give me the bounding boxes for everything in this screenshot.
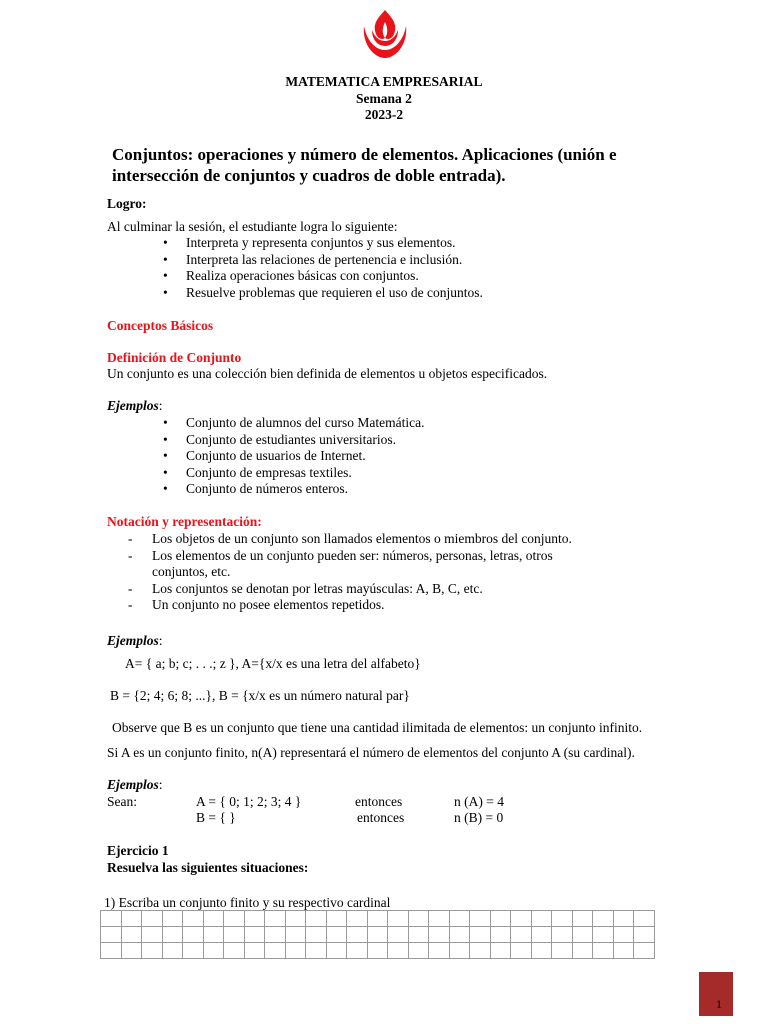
grid-cell[interactable] <box>142 943 163 959</box>
definicion-heading: Definición de Conjunto <box>107 350 242 365</box>
set-a-example: A= { a; b; c; . . .; z }, A={x/x es una letra del alfabeto} <box>125 656 421 671</box>
grid-cell[interactable] <box>203 943 224 959</box>
ejercicio-heading: Ejercicio 1 <box>107 843 169 858</box>
grid-cell[interactable] <box>203 911 224 927</box>
grid-cell[interactable] <box>511 911 532 927</box>
grid-cell[interactable] <box>490 911 511 927</box>
grid-row <box>101 943 655 959</box>
grid-cell[interactable] <box>572 927 593 943</box>
grid-cell[interactable] <box>470 911 491 927</box>
notacion-heading: Notación y representación: <box>107 514 262 529</box>
row1-set: A = { 0; 1; 2; 3; 4 } <box>196 794 302 809</box>
list-item: • Conjunto de estudiantes universitarios. <box>186 432 424 449</box>
grid-cell[interactable] <box>224 943 245 959</box>
grid-cell[interactable] <box>634 943 655 959</box>
grid-cell[interactable] <box>367 943 388 959</box>
grid-cell[interactable] <box>367 927 388 943</box>
logro-intro: Al culminar la sesión, el estudiante logra lo siguiente: <box>107 219 398 234</box>
grid-cell[interactable] <box>306 943 327 959</box>
row1-card: n (A) = 4 <box>454 794 504 809</box>
list-item: • Realiza operaciones básicas con conjuntos. <box>186 268 483 285</box>
row2-set: B = { } <box>196 810 236 825</box>
course-title: MATEMATICA EMPRESARIAL <box>285 74 483 89</box>
grid-cell[interactable] <box>593 943 614 959</box>
colon: : <box>158 633 163 648</box>
list-item: • Conjunto de usuarios de Internet. <box>186 448 424 465</box>
grid-cell[interactable] <box>613 943 634 959</box>
grid-cell[interactable] <box>593 927 614 943</box>
grid-cell[interactable] <box>531 911 552 927</box>
grid-cell[interactable] <box>408 943 429 959</box>
list-item: • Conjunto de números enteros. <box>186 481 424 498</box>
document-title: Conjuntos: operaciones y número de elementos. Aplicaciones (unión e intersección de conjuntos y cuadros de doble entrada). <box>112 145 617 185</box>
university-logo-icon <box>358 8 412 62</box>
colon: : <box>158 777 163 792</box>
grid-cell[interactable] <box>572 911 593 927</box>
definicion-text: Un conjunto es una colección bien definida de elementos u objetos especificados. <box>107 366 548 381</box>
grid-cell[interactable] <box>224 911 245 927</box>
grid-cell[interactable] <box>183 911 204 927</box>
grid-cell[interactable] <box>244 911 265 927</box>
ejemplos-label: Ejemplos <box>107 633 159 648</box>
grid-cell[interactable] <box>347 911 368 927</box>
ejemplos-label: Ejemplos <box>107 777 159 792</box>
grid-cell[interactable] <box>101 927 122 943</box>
grid-row <box>101 927 655 943</box>
list-item: - Un conjunto no posee elementos repetidos. <box>152 597 592 614</box>
set-b-example: B = {2; 4; 6; 8; ...}, B = {x/x es un número natural par} <box>110 688 410 703</box>
grid-cell[interactable] <box>449 911 470 927</box>
list-item: - Los conjuntos se denotan por letras mayúsculas: A, B, C, etc. <box>152 581 592 598</box>
grid-cell[interactable] <box>613 927 634 943</box>
grid-cell[interactable] <box>347 943 368 959</box>
ejemplos1-heading <box>107 398 163 415</box>
answer-grid[interactable] <box>100 910 655 959</box>
grid-cell[interactable] <box>634 911 655 927</box>
list-item: • Conjunto de empresas textiles. <box>186 465 424 482</box>
ejemplos1-list <box>186 415 424 498</box>
grid-cell[interactable] <box>388 927 409 943</box>
grid-cell[interactable] <box>265 927 286 943</box>
grid-cell[interactable] <box>142 911 163 927</box>
grid-cell[interactable] <box>224 927 245 943</box>
grid-cell[interactable] <box>613 911 634 927</box>
grid-cell[interactable] <box>326 911 347 927</box>
grid-cell[interactable] <box>285 943 306 959</box>
page-number: 1 <box>716 997 722 1011</box>
conceptos-heading: Conceptos Básicos <box>107 318 214 333</box>
grid-cell[interactable] <box>388 943 409 959</box>
ejemplos3-heading <box>107 777 163 794</box>
grid-cell[interactable] <box>121 943 142 959</box>
ejemplos-label: Ejemplos <box>107 398 159 413</box>
grid-cell[interactable] <box>326 943 347 959</box>
grid-cell[interactable] <box>306 911 327 927</box>
grid-cell[interactable] <box>552 927 573 943</box>
grid-cell[interactable] <box>347 927 368 943</box>
row2-word: entonces <box>357 810 405 825</box>
notacion-list <box>152 531 592 614</box>
grid-cell[interactable] <box>572 943 593 959</box>
grid-cell[interactable] <box>408 911 429 927</box>
grid-cell[interactable] <box>552 943 573 959</box>
grid-cell[interactable] <box>593 911 614 927</box>
grid-cell[interactable] <box>101 943 122 959</box>
grid-cell[interactable] <box>552 911 573 927</box>
grid-cell[interactable] <box>183 927 204 943</box>
grid-row <box>101 911 655 927</box>
grid-cell[interactable] <box>429 927 450 943</box>
list-item: • Resuelve problemas que requieren el uso de conjuntos. <box>186 285 483 302</box>
grid-cell[interactable] <box>634 927 655 943</box>
grid-cell[interactable] <box>121 927 142 943</box>
grid-cell[interactable] <box>142 927 163 943</box>
grid-cell[interactable] <box>285 927 306 943</box>
grid-cell[interactable] <box>244 927 265 943</box>
grid-cell[interactable] <box>367 911 388 927</box>
grid-cell[interactable] <box>285 911 306 927</box>
question-1: 1) Escriba un conjunto finito y su respectivo cardinal <box>104 895 391 910</box>
grid-cell[interactable] <box>101 911 122 927</box>
grid-cell[interactable] <box>511 927 532 943</box>
logro-list <box>186 235 483 301</box>
ejemplos2-heading <box>107 633 163 650</box>
grid-cell[interactable] <box>121 911 142 927</box>
grid-cell[interactable] <box>449 927 470 943</box>
finite-set-text: Si A es un conjunto finito, n(A) representará el número de elementos del conjunto A (su cardinal). <box>107 745 635 760</box>
list-item: • Interpreta las relaciones de pertenencia e inclusión. <box>186 252 483 269</box>
grid-cell[interactable] <box>306 927 327 943</box>
grid-cell[interactable] <box>183 943 204 959</box>
grid-cell[interactable] <box>490 943 511 959</box>
term-label: 2023-2 <box>364 107 404 122</box>
sean-label: Sean: <box>107 794 137 809</box>
list-item: - Los elementos de un conjunto pueden ser: números, personas, letras, otros conjuntos, etc. <box>152 548 572 581</box>
week-label: Semana 2 <box>356 91 412 106</box>
grid-cell[interactable] <box>531 927 552 943</box>
grid-cell[interactable] <box>388 911 409 927</box>
logro-heading: Logro: <box>107 196 147 211</box>
ejercicio-sub: Resuelva las siguientes situaciones: <box>107 860 309 875</box>
grid-cell[interactable] <box>470 943 491 959</box>
grid-cell[interactable] <box>511 943 532 959</box>
grid-cell[interactable] <box>429 943 450 959</box>
grid-cell[interactable] <box>203 927 224 943</box>
grid-cell[interactable] <box>244 943 265 959</box>
grid-cell[interactable] <box>162 911 183 927</box>
list-item: • Interpreta y representa conjuntos y sus elementos. <box>186 235 483 252</box>
grid-cell[interactable] <box>490 927 511 943</box>
grid-cell[interactable] <box>162 927 183 943</box>
colon: : <box>158 398 163 413</box>
list-item: • Conjunto de alumnos del curso Matemática. <box>186 415 424 432</box>
row2-card: n (B) = 0 <box>454 810 504 825</box>
row1-word: entonces <box>355 794 403 809</box>
observation-text: Observe que B es un conjunto que tiene una cantidad ilimitada de elementos: un conjunto infinito. <box>112 720 643 735</box>
grid-cell[interactable] <box>449 943 470 959</box>
grid-cell[interactable] <box>531 943 552 959</box>
list-item: - Los objetos de un conjunto son llamados elementos o miembros del conjunto. <box>152 531 592 548</box>
grid-cell[interactable] <box>162 943 183 959</box>
grid-cell[interactable] <box>429 911 450 927</box>
grid-cell[interactable] <box>265 943 286 959</box>
grid-cell[interactable] <box>265 911 286 927</box>
grid-cell[interactable] <box>470 927 491 943</box>
grid-cell[interactable] <box>408 927 429 943</box>
grid-cell[interactable] <box>326 927 347 943</box>
